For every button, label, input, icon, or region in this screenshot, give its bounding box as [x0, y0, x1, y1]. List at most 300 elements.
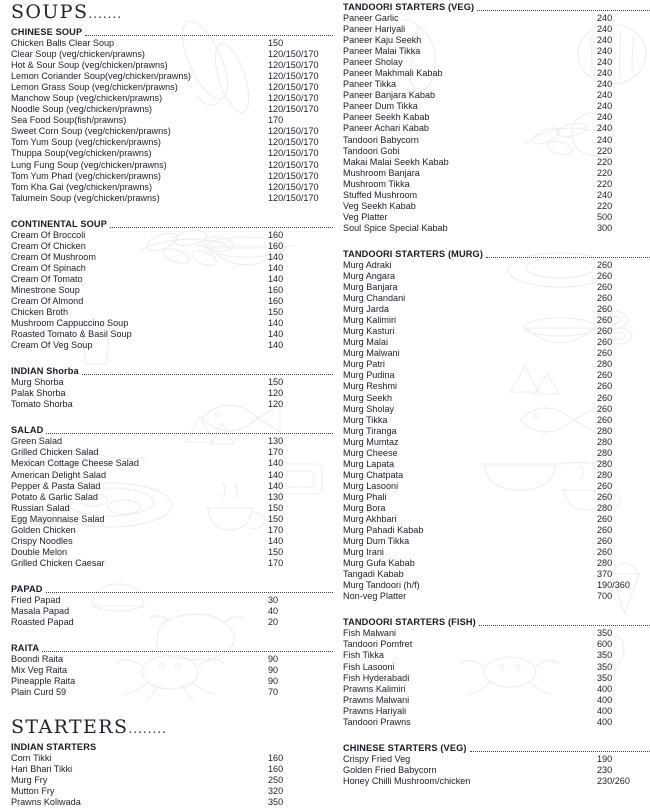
- row-spacer: [417, 190, 597, 201]
- menu-row[interactable]: [343, 223, 650, 234]
- row-spacer: [72, 764, 268, 775]
- row-spacer: [85, 230, 268, 241]
- section-gap: [343, 602, 650, 615]
- menu-row[interactable]: [343, 293, 650, 304]
- section-title: INDIAN STARTERS: [11, 742, 97, 753]
- item-price: 260: [597, 514, 613, 525]
- item-name: Roasted Tomato & Basil Soup: [11, 329, 132, 340]
- item-name: Tom Yum Phad (veg/chicken/prawns): [11, 170, 161, 181]
- item-name: Paneer Malai Tikka: [343, 46, 421, 57]
- item-price: 40: [268, 605, 279, 616]
- menu-row[interactable]: [343, 393, 650, 404]
- section-items-raita: [11, 654, 333, 698]
- item-name: Murg Seekh: [343, 392, 393, 403]
- item-name: Mushroom Cappuccino Soup: [11, 318, 129, 329]
- menu-row[interactable]: [11, 436, 333, 447]
- row-spacer: [416, 201, 597, 212]
- section-gap: [343, 234, 650, 247]
- item-name: Paneer Dum Tikka: [343, 101, 418, 112]
- item-name: Manchow Soup (veg/chicken/prawns): [11, 93, 163, 104]
- menu-row[interactable]: [11, 399, 333, 410]
- row-spacer: [68, 307, 268, 318]
- item-name: Mutton Fry: [11, 786, 55, 797]
- menu-row[interactable]: [11, 775, 333, 786]
- row-spacer: [80, 285, 268, 296]
- section-title: PAPAD: [11, 583, 43, 594]
- menu-row[interactable]: [11, 60, 333, 71]
- item-price: 160: [268, 229, 284, 240]
- menu-row[interactable]: [343, 370, 650, 381]
- row-spacer: [394, 404, 597, 415]
- row-spacer: [67, 665, 268, 676]
- item-price: 150: [268, 307, 284, 318]
- item-price: 20: [268, 617, 279, 628]
- menu-row[interactable]: [11, 241, 333, 252]
- item-name: Soul Spice Special Kabab: [343, 222, 448, 233]
- menu-row[interactable]: [11, 38, 333, 49]
- row-spacer: [396, 315, 597, 326]
- menu-row[interactable]: [11, 137, 333, 148]
- menu-row[interactable]: [11, 71, 333, 82]
- menu-row[interactable]: [343, 684, 650, 695]
- menu-row[interactable]: [11, 171, 333, 182]
- row-spacer: [73, 536, 268, 547]
- menu-row[interactable]: [11, 296, 333, 307]
- item-name: Veg Seekh Kabab: [343, 200, 416, 211]
- row-spacer: [161, 171, 268, 182]
- item-name: Fried Papad: [11, 594, 61, 605]
- row-spacer: [387, 415, 597, 426]
- item-price: 240: [597, 101, 613, 112]
- item-price: 280: [597, 447, 613, 458]
- item-price: 250: [268, 775, 284, 786]
- row-spacer: [403, 470, 597, 481]
- menu-row[interactable]: [343, 536, 650, 547]
- item-price: 260: [597, 547, 613, 558]
- menu-row[interactable]: [11, 470, 333, 481]
- item-name: Murg Adraki: [343, 259, 392, 270]
- item-name: Hot & Sour Soup (veg/chicken/prawns): [11, 60, 168, 71]
- menu-row[interactable]: [343, 580, 650, 591]
- item-price: 150: [268, 38, 284, 48]
- dotted-leader: [470, 751, 650, 752]
- item-name: Golden Fried Babycorn: [343, 764, 437, 775]
- item-price: 260: [597, 337, 613, 348]
- menu-row[interactable]: [343, 337, 650, 348]
- row-spacer: [63, 654, 268, 665]
- row-spacer: [420, 168, 597, 179]
- menu-row[interactable]: [11, 606, 333, 617]
- menu-row[interactable]: [343, 135, 650, 146]
- menu-row[interactable]: [11, 547, 333, 558]
- item-price: 120/150/170: [268, 148, 319, 159]
- item-price: 120/150/170: [268, 104, 319, 115]
- menu-row[interactable]: [343, 168, 650, 179]
- menu-row[interactable]: [343, 695, 650, 706]
- menu-row[interactable]: [343, 46, 650, 57]
- menu-row[interactable]: [11, 104, 333, 115]
- item-price: 140: [268, 535, 284, 546]
- item-name: Makai Malai Seekh Kabab: [343, 156, 449, 167]
- row-spacer: [398, 481, 597, 492]
- menu-row[interactable]: [343, 315, 650, 326]
- menu-row[interactable]: [11, 481, 333, 492]
- section-items-salad: [11, 436, 333, 569]
- menu-row[interactable]: [11, 753, 333, 764]
- row-spacer: [86, 263, 268, 274]
- item-name: Grilled Chicken Salad: [11, 447, 99, 458]
- menu-row[interactable]: [11, 458, 333, 469]
- row-spacer: [418, 101, 597, 112]
- row-spacer: [161, 137, 268, 148]
- item-name: Paneer Tikka: [343, 79, 397, 90]
- section-gap: [343, 728, 650, 741]
- section-header-tandoori-starters-fish: [343, 617, 650, 628]
- item-price: 280: [597, 359, 613, 370]
- item-name: Murg Angara: [343, 270, 396, 281]
- menu-row[interactable]: [11, 115, 333, 126]
- menu-row[interactable]: [343, 706, 650, 717]
- banner-soups-text: SOUPS: [11, 1, 89, 23]
- row-spacer: [423, 525, 597, 536]
- item-price: 120: [268, 399, 284, 410]
- menu-row[interactable]: [343, 90, 650, 101]
- item-price: 370: [597, 569, 613, 580]
- menu-row[interactable]: [11, 274, 333, 285]
- item-name: Murg Chandani: [343, 293, 406, 304]
- row-spacer: [75, 676, 268, 687]
- item-price: 140: [268, 469, 284, 480]
- item-name: Mix Veg Raita: [11, 665, 68, 676]
- menu-row[interactable]: [343, 404, 650, 415]
- item-price: 160: [268, 295, 284, 306]
- menu-row[interactable]: [11, 786, 333, 797]
- item-name: Prawns Koliwada: [11, 797, 81, 808]
- item-name: Cream Of Tomato: [11, 273, 83, 284]
- menu-row[interactable]: [11, 160, 333, 171]
- item-price: 140: [268, 273, 284, 284]
- menu-row[interactable]: [343, 448, 650, 459]
- menu-row[interactable]: [11, 536, 333, 547]
- section-header-papad: [11, 584, 333, 595]
- row-spacer: [429, 123, 597, 134]
- item-price: 230: [597, 764, 613, 775]
- item-price: 260: [597, 381, 613, 392]
- row-spacer: [448, 223, 597, 234]
- menu-row[interactable]: [343, 79, 650, 90]
- menu-row[interactable]: [343, 492, 650, 503]
- menu-row[interactable]: [11, 263, 333, 274]
- menu-row[interactable]: [11, 230, 333, 241]
- row-spacer: [54, 786, 268, 797]
- menu-row[interactable]: [343, 514, 650, 525]
- menu-row[interactable]: [343, 415, 650, 426]
- item-price: 260: [597, 491, 613, 502]
- menu-row[interactable]: [343, 24, 650, 35]
- menu-row[interactable]: [343, 13, 650, 24]
- row-spacer: [69, 606, 268, 617]
- menu-row[interactable]: [343, 503, 650, 514]
- row-spacer: [406, 706, 597, 717]
- item-price: 120/150/170: [268, 181, 319, 192]
- row-spacer: [405, 24, 597, 35]
- menu-row[interactable]: [343, 525, 650, 536]
- item-name: Sweet Corn Soup (veg/chicken/prawns): [11, 126, 171, 137]
- item-name: Clear Soup (veg/chicken/prawns): [11, 49, 145, 60]
- menu-row[interactable]: [11, 617, 333, 628]
- menu-row[interactable]: [11, 388, 333, 399]
- item-name: Honey Chilli Mushroom/chicken: [343, 775, 471, 786]
- row-spacer: [171, 126, 268, 137]
- item-name: Paneer Sholay: [343, 57, 403, 68]
- menu-row[interactable]: [11, 182, 333, 193]
- item-price: 240: [597, 112, 613, 123]
- menu-row[interactable]: [11, 148, 333, 159]
- menu-row[interactable]: [343, 481, 650, 492]
- row-spacer: [388, 212, 598, 223]
- item-price: 240: [597, 13, 613, 23]
- item-price: 260: [597, 270, 613, 281]
- menu-row[interactable]: [343, 470, 650, 481]
- item-price: 260: [597, 414, 613, 425]
- menu-row[interactable]: [343, 271, 650, 282]
- row-spacer: [396, 79, 597, 90]
- row-spacer: [470, 776, 597, 787]
- menu-row[interactable]: [11, 687, 333, 698]
- item-name: Paneer Banjara Kabab: [343, 90, 436, 101]
- menu-row[interactable]: [343, 304, 650, 315]
- menu-row[interactable]: [11, 285, 333, 296]
- item-price: 160: [268, 284, 284, 295]
- item-price: 120/150/170: [268, 159, 319, 170]
- menu-row[interactable]: [343, 639, 650, 650]
- menu-row[interactable]: [11, 82, 333, 93]
- item-name: Pepper & Pasta Salad: [11, 480, 101, 491]
- menu-row[interactable]: [11, 654, 333, 665]
- row-spacer: [64, 377, 268, 388]
- row-spacer: [400, 146, 597, 157]
- item-price: 240: [597, 57, 613, 68]
- section-title: INDIAN Shorba: [11, 366, 79, 377]
- item-name: Fish Lasooni: [343, 661, 395, 672]
- row-spacer: [395, 370, 597, 381]
- dotted-leader: [479, 625, 650, 626]
- item-price: 260: [597, 392, 613, 403]
- menu-row[interactable]: [11, 797, 333, 808]
- item-name: American Delight Salad: [11, 469, 107, 480]
- item-price: 260: [597, 304, 613, 315]
- item-name: Paneer Achari Kabab: [343, 123, 429, 134]
- item-name: Murg Irani: [343, 547, 384, 558]
- row-spacer: [410, 179, 597, 190]
- item-name: Mexican Cottage Cheese Salad: [11, 458, 139, 469]
- section-gap: [11, 351, 333, 364]
- item-price: 120: [268, 388, 284, 399]
- menu-row[interactable]: [11, 503, 333, 514]
- menu-row[interactable]: [343, 776, 650, 787]
- menu-row[interactable]: [11, 377, 333, 388]
- row-spacer: [105, 514, 268, 525]
- row-spacer: [98, 447, 268, 458]
- menu-row[interactable]: [343, 201, 650, 212]
- item-price: 120/150/170: [268, 93, 319, 104]
- row-spacer: [406, 591, 597, 602]
- menu-row[interactable]: [343, 112, 650, 123]
- row-spacer: [74, 617, 268, 628]
- item-name: Potato & Garlic Salad: [11, 491, 98, 502]
- dotted-leader: [85, 35, 333, 36]
- menu-row[interactable]: [11, 665, 333, 676]
- item-name: Grilled Chicken Caesar: [11, 557, 105, 568]
- item-price: 190: [597, 753, 613, 764]
- menu-row[interactable]: [11, 193, 333, 204]
- item-price: 120/150/170: [268, 126, 319, 137]
- section-header-salad: [11, 425, 333, 436]
- row-spacer: [404, 569, 597, 580]
- row-spacer: [152, 182, 268, 193]
- item-price: 260: [597, 480, 613, 491]
- menu-row[interactable]: [11, 447, 333, 458]
- menu-row[interactable]: [11, 340, 333, 351]
- row-spacer: [167, 160, 268, 171]
- menu-row[interactable]: [343, 459, 650, 470]
- menu-row[interactable]: [343, 628, 650, 639]
- item-price: 600: [597, 639, 613, 650]
- menu-row[interactable]: [11, 558, 333, 569]
- menu-row[interactable]: [343, 650, 650, 661]
- menu-row[interactable]: [343, 765, 650, 776]
- menu-row[interactable]: [343, 426, 650, 437]
- row-spacer: [73, 399, 268, 410]
- item-price: 120/150/170: [268, 82, 319, 93]
- row-spacer: [396, 628, 597, 639]
- row-spacer: [384, 650, 597, 661]
- menu-row[interactable]: [343, 282, 650, 293]
- menu-row[interactable]: [343, 569, 650, 580]
- menu-row[interactable]: [343, 381, 650, 392]
- row-spacer: [443, 68, 597, 79]
- item-price: 400: [597, 705, 613, 716]
- menu-row[interactable]: [343, 101, 650, 112]
- row-spacer: [160, 193, 268, 204]
- item-price: 240: [597, 189, 613, 200]
- item-name: Pineapple Raita: [11, 676, 76, 687]
- item-name: Golden Chicken: [11, 524, 76, 535]
- item-name: Murg Lapata: [343, 458, 395, 469]
- item-name: Lemon Coriander Soup(veg/chicken/prawns): [11, 71, 191, 82]
- menu-row[interactable]: [343, 123, 650, 134]
- item-name: Murg Jarda: [343, 304, 389, 315]
- menu-row[interactable]: [343, 754, 650, 765]
- item-name: Murg Tiranga: [343, 425, 397, 436]
- item-name: Plain Curd 59: [11, 687, 67, 698]
- menu-row[interactable]: [11, 49, 333, 60]
- menu-row[interactable]: [343, 547, 650, 558]
- item-price: 170: [268, 557, 284, 568]
- row-spacer: [394, 459, 597, 470]
- row-spacer: [392, 260, 597, 271]
- menu-row[interactable]: [343, 260, 650, 271]
- row-spacer: [386, 492, 597, 503]
- menu-row[interactable]: [11, 492, 333, 503]
- item-name: Boondi Raita: [11, 654, 64, 665]
- row-spacer: [132, 329, 268, 340]
- item-name: Fish Hyderabadi: [343, 672, 410, 683]
- item-price: 160: [268, 240, 284, 251]
- menu-row[interactable]: [11, 764, 333, 775]
- item-name: Double Melon: [11, 546, 68, 557]
- row-spacer: [449, 157, 597, 168]
- menu-row[interactable]: [343, 717, 650, 728]
- menu-row[interactable]: [343, 190, 650, 201]
- menu-row[interactable]: [11, 595, 333, 606]
- item-price: 260: [597, 536, 613, 547]
- menu-row[interactable]: [343, 35, 650, 46]
- item-price: 140: [268, 340, 284, 351]
- menu-row[interactable]: [11, 329, 333, 340]
- item-price: 150: [268, 377, 284, 388]
- item-price: 280: [597, 425, 613, 436]
- menu-row[interactable]: [343, 591, 650, 602]
- menu-row[interactable]: [11, 307, 333, 318]
- menu-row[interactable]: [11, 93, 333, 104]
- row-spacer: [96, 252, 268, 263]
- section-gap: [11, 410, 333, 423]
- menu-row[interactable]: [343, 359, 650, 370]
- item-price: 130: [268, 491, 284, 502]
- row-spacer: [415, 558, 597, 569]
- item-name: Murg Chatpata: [343, 469, 404, 480]
- item-name: Russian Salad: [11, 502, 70, 513]
- menu-row[interactable]: [343, 212, 650, 223]
- menu-row[interactable]: [343, 558, 650, 569]
- section-title: SALAD: [11, 425, 44, 436]
- item-name: Tangadi Kabab: [343, 569, 404, 580]
- menu-row[interactable]: [343, 68, 650, 79]
- menu-row[interactable]: [343, 157, 650, 168]
- item-price: 280: [597, 458, 613, 469]
- item-name: Murg Kasturi: [343, 326, 395, 337]
- menu-row[interactable]: [343, 673, 650, 684]
- item-price: 220: [597, 178, 613, 189]
- item-name: Corn Tikki: [11, 753, 52, 764]
- item-name: Paneer Hariyali: [343, 24, 406, 35]
- row-spacer: [385, 359, 597, 370]
- menu-row[interactable]: [343, 348, 650, 359]
- menu-row[interactable]: [343, 57, 650, 68]
- item-name: Prawns Kalimiri: [343, 683, 406, 694]
- menu-row[interactable]: [11, 525, 333, 536]
- menu-row[interactable]: [11, 252, 333, 263]
- section-header-chinese-soup: [11, 27, 333, 38]
- menu-row[interactable]: [11, 318, 333, 329]
- menu-row[interactable]: [11, 126, 333, 137]
- item-name: Murg Cheese: [343, 447, 398, 458]
- item-price: 260: [597, 348, 613, 359]
- menu-row[interactable]: [343, 662, 650, 673]
- row-spacer: [178, 82, 268, 93]
- menu-row[interactable]: [343, 326, 650, 337]
- menu-row[interactable]: [343, 179, 650, 190]
- menu-row[interactable]: [11, 514, 333, 525]
- menu-row[interactable]: [11, 676, 333, 687]
- menu-row[interactable]: [343, 437, 650, 448]
- menu-row[interactable]: [343, 146, 650, 157]
- item-price: 160: [268, 764, 284, 775]
- item-name: Minestrone Soup: [11, 284, 80, 295]
- item-name: Tomato Shorba: [11, 399, 73, 410]
- row-spacer: [83, 296, 268, 307]
